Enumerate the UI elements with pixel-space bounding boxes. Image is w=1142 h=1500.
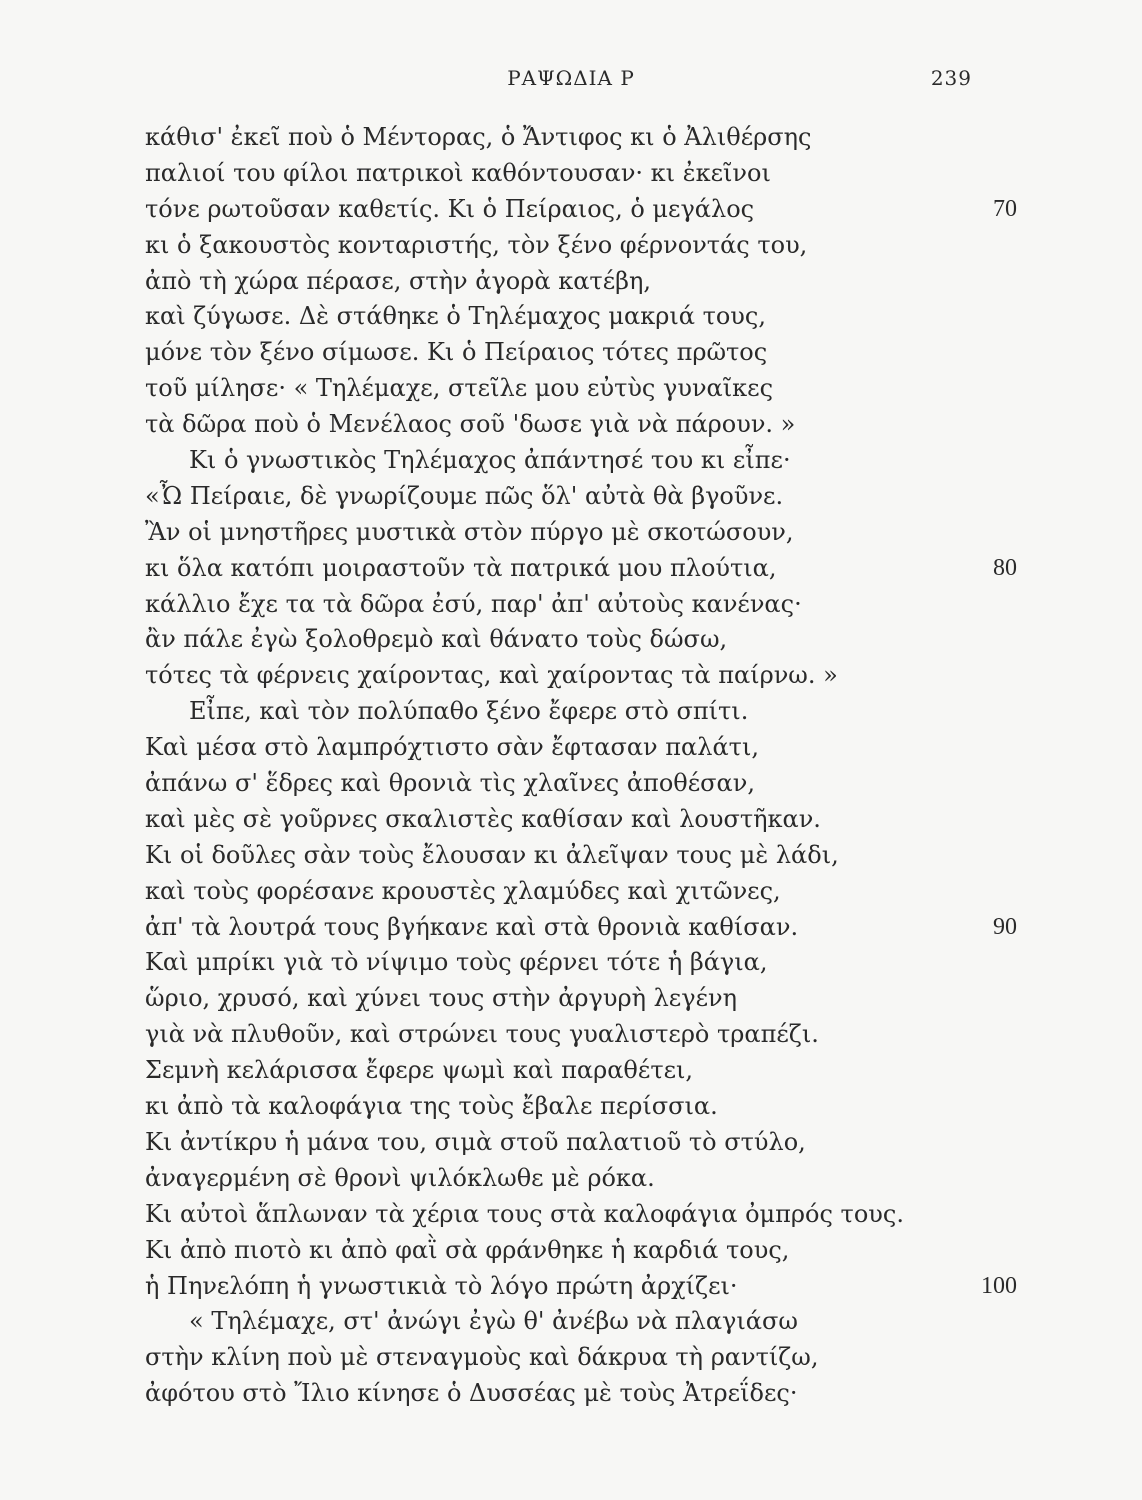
verse-line — [145, 192, 1017, 228]
verse-text: στὴν κλίνη ποὺ μὲ στεναγμοὺς καὶ δάκρυα τὴ ραντίζω, — [145, 1343, 819, 1372]
verse-text: κάθισ' ἐκεῖ ποὺ ὁ Μέντορας, ὁ Ἄντιφος κι ὁ Ἀλιθέρσης — [145, 123, 812, 151]
verse-line — [145, 1233, 995, 1269]
verse-line — [145, 766, 995, 802]
verse-text: ἀναγερμένη σὲ θρονὶ ψιλόκλωθε μὲ ρόκα. — [145, 1163, 655, 1192]
verse-text: παλιοί του φίλοι πατρικοὶ καθόντουσαν· κι ἐκεῖνοι — [145, 158, 771, 187]
verse-text: τόνε ρωτοῦσαν καθετίς. Κι ὁ Πείραιος, ὁ μεγάλος — [145, 194, 755, 223]
verse-line — [145, 1340, 995, 1376]
verse-line — [145, 1125, 995, 1161]
verse-text: καὶ μὲς σὲ γοῦρνες σκαλιστὲς καθίσαν καὶ λουστῆκαν. — [145, 804, 821, 833]
line-number: 90 — [993, 913, 1017, 940]
verse-text: ἀπὸ τὴ χώρα πέρασε, στὴν ἀγορὰ κατέβη, — [145, 266, 652, 295]
verse-line — [145, 1053, 995, 1089]
verse-text: κι ὁ ξακουστὸς κονταριστής, τὸν ξένο φέρνοντάς του, — [145, 230, 808, 259]
verse-text: τότες τὰ φέρνεις χαίροντας, καὶ χαίροντας τὰ παίρνω. » — [145, 661, 838, 690]
verse-line — [145, 551, 1017, 587]
verse-text: τὰ δῶρα ποὺ ὁ Μενέλαος σοῦ 'δωσε γιὰ νὰ πάρουν. » — [145, 410, 796, 439]
verse-line — [145, 802, 995, 838]
verse-line — [145, 658, 995, 694]
verse-text: τοῦ μίλησε· « Τηλέμαχε, στεῖλε μου εὐτὺς γυναῖκες — [145, 374, 774, 403]
verse-block — [145, 120, 1017, 1412]
verse-text: Κι ἀντίκρυ ἡ μάνα του, σιμὰ στοῦ παλατιοῦ τὸ στύλο, — [145, 1127, 806, 1156]
verse-line — [145, 335, 995, 371]
verse-line — [145, 1161, 995, 1197]
line-number: 100 — [981, 1272, 1017, 1299]
verse-text: « Τηλέμαχε, στ' ἀνώγι ἐγὼ θ' ἀνέβω νὰ πλαγιάσω — [189, 1307, 798, 1336]
running-head — [0, 66, 1142, 96]
verse-text: ἀπάνω σ' ἕδρες καὶ θρονιὰ τὶς χλαῖνες ἀποθέσαν, — [145, 769, 755, 798]
verse-line — [145, 1089, 995, 1125]
verse-line — [145, 981, 995, 1017]
verse-text: ὥριο, χρυσό, καὶ χύνει τους στὴν ἀργυρὴ λεγένη — [145, 984, 737, 1013]
verse-line — [145, 1017, 995, 1053]
verse-text: ἀπ' τὰ λουτρά τους βγήκανε καὶ στὰ θρονιὰ καθίσαν. — [145, 912, 799, 941]
verse-text: ἂν πάλε ἐγὼ ξολοθρεμὸ καὶ θάνατο τοὺς δώσω, — [145, 625, 728, 654]
line-number: 70 — [993, 195, 1017, 222]
verse-line — [145, 945, 995, 981]
verse-text: Κι οἱ δοῦλες σὰν τοὺς ἔλουσαν κι ἀλεῖψαν τους μὲ λάδι, — [145, 840, 839, 869]
line-number: 80 — [993, 554, 1017, 581]
verse-line — [145, 1197, 995, 1233]
verse-line — [145, 622, 995, 658]
verse-line — [145, 1376, 995, 1412]
verse-text: γιὰ νὰ πλυθοῦν, καὶ στρώνει τους γυαλιστερὸ τραπέζι. — [145, 1020, 819, 1049]
verse-text: Καὶ μπρίκι γιὰ τὸ νίψιμο τοὺς φέρνει τότε ἡ βάγια, — [145, 948, 768, 977]
verse-text: Ἂν οἱ μνηστῆρες μυστικὰ στὸν πύργο μὲ σκοτώσουν, — [145, 517, 794, 546]
verse-line — [145, 371, 995, 407]
verse-line — [145, 587, 995, 623]
verse-line — [145, 156, 995, 192]
verse-line — [145, 874, 995, 910]
verse-line — [145, 299, 995, 335]
verse-text: Κι αὐτοὶ ἅπλωναν τὰ χέρια τους στὰ καλοφάγια ὀμπρός τους. — [145, 1199, 904, 1228]
verse-line — [145, 1269, 1017, 1305]
verse-line — [145, 910, 1017, 946]
chapter-title: ΡΑΨΩΔΙΑ Ρ — [507, 66, 635, 90]
verse-text: μόνε τὸν ξένο σίμωσε. Κι ὁ Πείραιος τότες πρῶτος — [145, 338, 768, 367]
verse-text: κάλλιο ἔχε τα τὰ δῶρα ἐσύ, παρ' ἀπ' αὐτοὺς κανένας· — [145, 589, 802, 618]
verse-text: «Ὦ Πείραιε, δὲ γνωρίζουμε πῶς ὅλ' αὐτὰ θὰ βγοῦνε. — [145, 481, 784, 510]
verse-line — [145, 515, 995, 551]
verse-text: Κι ἀπὸ πιοτὸ κι ἀπὸ φαῒ σὰ φράνθηκε ἡ καρδιά τους, — [145, 1235, 790, 1264]
verse-line — [145, 264, 995, 300]
verse-text: κι ὅλα κατόπι μοιραστοῦν τὰ πατρικά μου πλούτια, — [145, 553, 777, 582]
verse-text: Εἶπε, καὶ τὸν πολύπαθο ξένο ἔφερε στὸ σπίτι. — [189, 697, 749, 726]
verse-text: Καὶ μέσα στὸ λαμπρόχτιστο σὰν ἔφτασαν παλάτι, — [145, 733, 759, 762]
verse-line — [145, 1304, 995, 1340]
verse-line — [145, 838, 995, 874]
verse-line — [145, 730, 995, 766]
verse-line — [145, 479, 995, 515]
verse-line — [145, 120, 995, 156]
verse-line — [145, 694, 995, 730]
verse-line — [145, 443, 995, 479]
verse-text: καὶ τοὺς φορέσανε κρουστὲς χλαμύδες καὶ χιτῶνες, — [145, 876, 781, 905]
verse-line — [145, 407, 995, 443]
page-number: 239 — [930, 66, 972, 90]
verse-text: Σεμνὴ κελάρισσα ἔφερε ψωμὶ καὶ παραθέτει, — [145, 1056, 694, 1085]
verse-text: καὶ ζύγωσε. Δὲ στάθηκε ὁ Τηλέμαχος μακριά τους, — [145, 302, 766, 331]
verse-text: ἡ Πηνελόπη ἡ γνωστικιὰ τὸ λόγο πρώτη ἀρχίζει· — [145, 1271, 738, 1300]
verse-line — [145, 228, 995, 264]
verse-text: Κι ὁ γνωστικὸς Τηλέμαχος ἀπάντησέ του κι εἶπε· — [189, 446, 791, 475]
verse-text: ἀφότου στὸ Ἴλιο κίνησε ὁ Δυσσέας μὲ τοὺς Ἀτρεΐδες· — [145, 1379, 798, 1408]
verse-text: κι ἀπὸ τὰ καλοφάγια της τοὺς ἔβαλε περίσσια. — [145, 1092, 718, 1121]
